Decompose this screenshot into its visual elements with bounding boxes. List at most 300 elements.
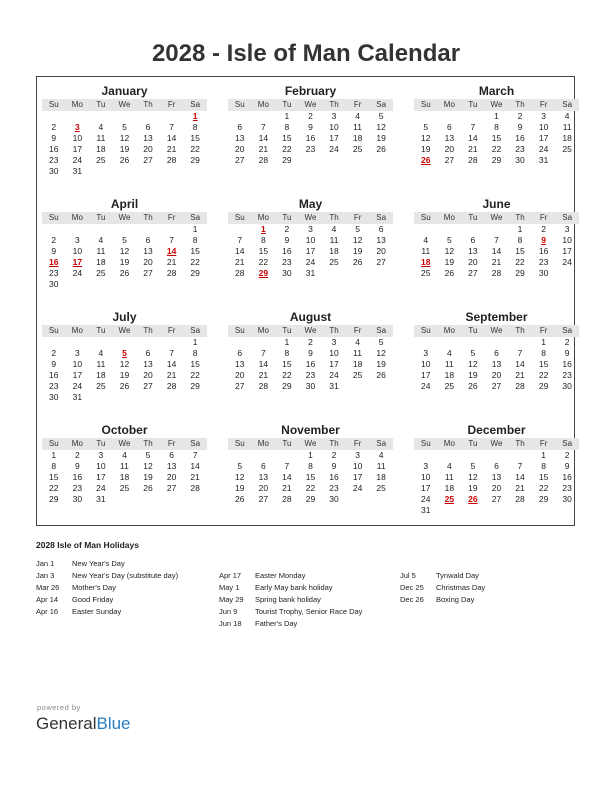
day-cell: 3 — [423, 461, 429, 471]
day-cell: 4 — [446, 461, 452, 471]
day-cell: 30 — [562, 381, 572, 391]
empty-day-cell — [183, 166, 207, 177]
empty-day-cell — [369, 381, 393, 392]
weekday-label: Th — [329, 439, 339, 448]
day-cell: 10 — [421, 359, 431, 369]
day-cell: 28 — [515, 381, 525, 391]
calendar-grid — [36, 76, 575, 526]
month-name: October — [101, 423, 148, 437]
day-cell: 11 — [96, 133, 106, 143]
weekday-label: Mo — [443, 213, 455, 222]
empty-day-cell — [461, 505, 485, 516]
day-cell: 27 — [491, 494, 502, 504]
day-cell: 7 — [284, 461, 290, 471]
day-cell: 24 — [305, 257, 316, 267]
day-cell: 29 — [491, 155, 502, 165]
day-cell: 2 — [331, 450, 337, 460]
weekday-header — [414, 438, 579, 450]
weekday-label: Fr — [353, 100, 362, 109]
day-cell: 27 — [235, 155, 245, 165]
weekday-label: Fr — [539, 100, 548, 109]
empty-day-cell — [228, 111, 252, 122]
holiday-item — [400, 594, 485, 606]
day-cell: 23 — [305, 370, 316, 380]
day-cell: 6 — [470, 235, 476, 245]
day-cell: 6 — [145, 348, 151, 358]
day-cell: 16 — [562, 359, 572, 369]
day-cell: 24 — [421, 381, 431, 391]
week-row — [42, 279, 207, 290]
day-cell: 18 — [96, 144, 106, 154]
weekday-label: Th — [515, 100, 525, 109]
day-cell: 13 — [376, 235, 386, 245]
empty-day-cell — [228, 337, 252, 348]
day-cell: 13 — [491, 359, 502, 369]
holiday-item — [219, 570, 362, 582]
week-row — [414, 268, 579, 279]
day-cell: 27 — [376, 257, 386, 267]
weekday-label: Su — [48, 439, 59, 448]
week-row — [42, 111, 207, 122]
day-cell: 12 — [119, 133, 130, 143]
week-row — [228, 461, 393, 472]
day-cell: 30 — [72, 494, 83, 504]
day-cell: 10 — [538, 122, 549, 132]
day-cell: 2 — [308, 111, 313, 121]
day-cell: 29 — [305, 494, 316, 504]
day-cell: 1 — [192, 224, 198, 234]
empty-day-cell — [136, 224, 160, 235]
holiday-name: Early May bank holiday — [255, 583, 333, 592]
weekday-label: Sa — [562, 439, 573, 448]
day-cell: 29 — [538, 381, 549, 391]
day-cell: 21 — [235, 257, 245, 267]
day-cell: 8 — [192, 235, 198, 245]
day-cell: 27 — [444, 155, 455, 165]
day-cell: 29 — [190, 381, 200, 391]
day-cell: 2 — [51, 122, 57, 132]
holiday-date: 3 — [74, 122, 80, 132]
day-cell: 15 — [491, 133, 502, 143]
day-cell: 16 — [562, 472, 572, 482]
empty-day-cell — [438, 224, 462, 235]
empty-day-cell — [322, 268, 346, 279]
day-cell: 26 — [119, 268, 130, 278]
day-cell: 1 — [541, 450, 546, 460]
empty-day-cell — [461, 111, 485, 122]
empty-day-cell — [346, 381, 370, 392]
week-row — [42, 155, 207, 166]
day-cell: 2 — [564, 450, 570, 460]
day-cell: 30 — [49, 392, 59, 402]
empty-day-cell — [508, 337, 532, 348]
day-cell: 2 — [74, 450, 80, 460]
day-cell: 31 — [72, 166, 83, 176]
weekday-label: Fr — [539, 439, 548, 448]
weekday-label: Fr — [353, 213, 362, 222]
empty-day-cell — [160, 224, 184, 235]
day-cell: 9 — [564, 348, 570, 358]
weekday-label: Mo — [257, 213, 269, 222]
weekday-label: Th — [329, 326, 339, 335]
empty-day-cell — [136, 337, 160, 348]
day-cell: 13 — [468, 246, 478, 256]
holiday-name: Easter Sunday — [72, 607, 122, 616]
month-march — [414, 83, 579, 166]
day-cell: 30 — [282, 268, 292, 278]
weekday-header — [228, 438, 393, 450]
day-cell: 3 — [423, 348, 429, 358]
holiday-date: 29 — [258, 268, 269, 278]
day-cell: 2 — [517, 111, 523, 121]
day-cell: 10 — [72, 246, 83, 256]
weekday-label: Sa — [190, 326, 201, 335]
day-cell: 21 — [166, 257, 177, 267]
day-cell: 19 — [143, 472, 153, 482]
weekday-label: Sa — [376, 326, 387, 335]
week-row — [228, 122, 393, 133]
day-cell: 13 — [235, 359, 245, 369]
day-cell: 7 — [260, 348, 266, 358]
empty-day-cell — [89, 337, 113, 348]
day-cell: 10 — [352, 461, 363, 471]
day-cell: 12 — [376, 348, 386, 358]
day-cell: 14 — [190, 461, 200, 471]
day-cell: 15 — [258, 246, 269, 256]
holiday-date: 25 — [444, 494, 455, 504]
holiday-name: New Year's Day — [72, 559, 125, 568]
empty-day-cell — [113, 494, 137, 505]
week-row — [414, 370, 579, 381]
empty-day-cell — [461, 337, 485, 348]
powered-by-text: powered by — [37, 703, 81, 712]
day-cell: 8 — [517, 235, 523, 245]
holiday-name: Easter Monday — [255, 571, 306, 580]
day-cell: 24 — [72, 155, 83, 165]
weekday-label: Tu — [282, 100, 292, 109]
day-cell: 18 — [96, 370, 106, 380]
day-cell: 9 — [51, 359, 57, 369]
day-cell: 4 — [378, 450, 384, 460]
day-cell: 29 — [515, 268, 525, 278]
day-cell: 29 — [49, 494, 59, 504]
holiday-date: 26 — [421, 155, 431, 165]
week-row — [414, 224, 579, 235]
day-cell: 30 — [305, 381, 316, 391]
day-cell: 14 — [491, 246, 502, 256]
month-september — [414, 309, 579, 392]
day-cell: 12 — [119, 359, 130, 369]
holiday-date: 1 — [260, 224, 266, 234]
day-cell: 3 — [331, 337, 337, 347]
empty-day-cell — [113, 392, 137, 403]
month-name: February — [284, 84, 337, 98]
holiday-date-label: Jun 9 — [219, 607, 238, 616]
day-cell: 12 — [468, 472, 478, 482]
day-cell: 28 — [166, 155, 177, 165]
day-cell: 15 — [282, 133, 292, 143]
empty-day-cell — [555, 155, 579, 166]
day-cell: 25 — [329, 257, 339, 267]
weekday-label: Tu — [282, 213, 292, 222]
day-cell: 2 — [564, 337, 570, 347]
weekday-header — [42, 438, 207, 450]
day-cell: 11 — [421, 246, 431, 256]
holiday-date: 14 — [166, 246, 177, 256]
day-cell: 17 — [329, 359, 339, 369]
day-cell: 20 — [444, 144, 455, 154]
holiday-date-label: Jul 5 — [400, 571, 416, 580]
week-row — [228, 111, 393, 122]
brand-logo[interactable] — [36, 714, 131, 734]
day-cell: 17 — [72, 370, 83, 380]
empty-day-cell — [136, 111, 160, 122]
week-row — [42, 246, 207, 257]
day-cell: 13 — [166, 461, 177, 471]
day-cell: 24 — [329, 370, 339, 380]
day-cell: 16 — [49, 144, 59, 154]
day-cell: 12 — [235, 472, 245, 482]
day-cell: 23 — [515, 144, 525, 154]
day-cell: 28 — [515, 494, 525, 504]
day-cell: 5 — [122, 122, 127, 132]
day-cell: 9 — [564, 461, 570, 471]
weekday-label: Sa — [376, 439, 387, 448]
day-cell: 27 — [143, 155, 153, 165]
empty-day-cell — [485, 337, 509, 348]
day-cell: 18 — [376, 472, 386, 482]
holiday-date: 18 — [421, 257, 431, 267]
day-cell: 26 — [352, 257, 363, 267]
weekday-label: Su — [420, 213, 431, 222]
day-cell: 16 — [515, 133, 525, 143]
day-cell: 15 — [49, 472, 59, 482]
holiday-column — [219, 570, 362, 630]
day-cell: 4 — [446, 348, 452, 358]
weekday-label: Th — [143, 100, 153, 109]
day-cell: 20 — [143, 144, 153, 154]
day-cell: 21 — [282, 483, 292, 493]
day-cell: 3 — [308, 224, 313, 234]
day-cell: 26 — [376, 144, 386, 154]
weekday-label: Th — [515, 439, 525, 448]
weekday-header — [414, 99, 579, 111]
day-cell: 22 — [282, 370, 292, 380]
weekday-label: Tu — [282, 326, 292, 335]
day-cell: 4 — [564, 111, 570, 121]
weekday-label: Th — [143, 439, 153, 448]
weekday-label: Fr — [167, 100, 176, 109]
empty-day-cell — [42, 111, 66, 122]
holiday-date: 1 — [192, 111, 198, 121]
month-name: September — [465, 310, 528, 324]
weekday-label: Sa — [190, 100, 201, 109]
day-cell: 17 — [72, 144, 83, 154]
day-cell: 16 — [329, 472, 339, 482]
empty-day-cell — [160, 111, 184, 122]
day-cell: 17 — [329, 133, 339, 143]
week-row — [414, 122, 579, 133]
day-cell: 19 — [352, 246, 363, 256]
weekday-label: Su — [48, 213, 59, 222]
day-cell: 8 — [260, 235, 266, 245]
weekday-label: Fr — [539, 213, 548, 222]
day-cell: 4 — [331, 224, 337, 234]
empty-day-cell — [113, 166, 137, 177]
holiday-item — [36, 582, 178, 594]
week-row — [414, 235, 579, 246]
month-november — [228, 422, 393, 505]
month-may — [228, 196, 393, 279]
week-row — [414, 381, 579, 392]
day-cell: 27 — [491, 381, 502, 391]
week-row — [414, 337, 579, 348]
weekday-label: We — [118, 100, 131, 109]
week-row — [42, 381, 207, 392]
empty-day-cell — [66, 279, 90, 290]
month-december — [414, 422, 579, 516]
day-cell: 20 — [235, 370, 245, 380]
empty-day-cell — [136, 392, 160, 403]
week-row — [42, 337, 207, 348]
holiday-date: 5 — [122, 348, 127, 358]
empty-day-cell — [183, 392, 207, 403]
day-cell: 25 — [421, 268, 431, 278]
empty-day-cell — [113, 111, 137, 122]
day-cell: 18 — [444, 483, 455, 493]
day-cell: 8 — [284, 122, 290, 132]
empty-day-cell — [485, 450, 509, 461]
holiday-item — [36, 570, 178, 582]
empty-day-cell — [42, 337, 66, 348]
day-cell: 29 — [282, 155, 292, 165]
day-cell: 22 — [491, 144, 502, 154]
day-cell: 28 — [258, 155, 269, 165]
week-row — [228, 257, 393, 268]
day-cell: 15 — [190, 133, 200, 143]
empty-day-cell — [252, 337, 276, 348]
weekday-label: Mo — [71, 439, 83, 448]
day-cell: 4 — [98, 348, 104, 358]
day-cell: 12 — [444, 246, 455, 256]
empty-day-cell — [160, 392, 184, 403]
day-cell: 5 — [470, 461, 476, 471]
day-cell: 21 — [258, 370, 269, 380]
day-cell: 13 — [258, 472, 269, 482]
day-cell: 1 — [494, 111, 499, 121]
day-cell: 8 — [284, 348, 290, 358]
empty-day-cell — [113, 337, 137, 348]
day-cell: 5 — [237, 461, 243, 471]
day-cell: 11 — [96, 246, 106, 256]
day-cell: 2 — [308, 337, 313, 347]
weekday-label: Su — [48, 100, 59, 109]
month-name: December — [467, 423, 526, 437]
holiday-name: Father's Day — [255, 619, 298, 628]
day-cell: 29 — [190, 268, 200, 278]
week-row — [414, 483, 579, 494]
day-cell: 9 — [331, 461, 337, 471]
month-name: March — [478, 84, 515, 98]
day-cell: 5 — [122, 235, 127, 245]
day-cell: 22 — [190, 144, 200, 154]
empty-day-cell — [414, 111, 438, 122]
day-cell: 17 — [352, 472, 363, 482]
holiday-name: Spring bank holiday — [255, 595, 321, 604]
day-cell: 1 — [51, 450, 57, 460]
day-cell: 21 — [515, 370, 525, 380]
day-cell: 10 — [72, 133, 83, 143]
day-cell: 7 — [517, 461, 523, 471]
week-row — [228, 483, 393, 494]
weekday-label: We — [490, 326, 503, 335]
weekday-label: Tu — [468, 439, 478, 448]
day-cell: 27 — [166, 483, 177, 493]
week-row — [42, 348, 207, 359]
day-cell: 16 — [305, 133, 316, 143]
day-cell: 6 — [260, 461, 266, 471]
empty-day-cell — [136, 279, 160, 290]
day-cell: 6 — [237, 348, 243, 358]
empty-day-cell — [89, 392, 113, 403]
day-cell: 14 — [515, 359, 525, 369]
day-cell: 21 — [166, 370, 177, 380]
holiday-name: Christmas Day — [436, 583, 486, 592]
day-cell: 11 — [120, 461, 129, 471]
week-row — [228, 359, 393, 370]
empty-day-cell — [136, 494, 160, 505]
weekday-label: We — [490, 100, 503, 109]
weekday-label: Mo — [71, 100, 83, 109]
day-cell: 8 — [541, 461, 546, 471]
day-cell: 30 — [562, 494, 572, 504]
day-cell: 24 — [72, 268, 83, 278]
day-cell: 15 — [515, 246, 525, 256]
holiday-date: 17 — [72, 257, 83, 267]
day-cell: 4 — [122, 450, 127, 460]
weekday-label: Fr — [167, 326, 176, 335]
holiday-name: New Year's Day (substitute day) — [72, 571, 179, 580]
holiday-item — [219, 594, 362, 606]
weekday-label: Tu — [96, 326, 106, 335]
brand-text-general: General — [36, 714, 97, 733]
empty-day-cell — [252, 450, 276, 461]
month-name: April — [110, 197, 139, 211]
empty-day-cell — [42, 224, 66, 235]
week-row — [42, 122, 207, 133]
day-cell: 9 — [51, 246, 57, 256]
day-cell: 5 — [355, 224, 360, 234]
day-cell: 22 — [49, 483, 59, 493]
holiday-date-label: Dec 26 — [400, 595, 424, 604]
day-cell: 17 — [538, 133, 549, 143]
weekday-label: Sa — [190, 439, 201, 448]
day-cell: 15 — [190, 246, 200, 256]
day-cell: 19 — [376, 359, 386, 369]
holiday-column — [400, 570, 485, 606]
day-cell: 17 — [421, 483, 431, 493]
day-cell: 5 — [423, 122, 429, 132]
holiday-item — [219, 582, 362, 594]
day-cell: 7 — [260, 122, 266, 132]
week-row — [228, 268, 393, 279]
day-cell: 22 — [538, 370, 549, 380]
day-cell: 3 — [541, 111, 546, 121]
week-row — [42, 166, 207, 177]
weekday-label: We — [490, 439, 503, 448]
holiday-date: 9 — [541, 235, 546, 245]
day-cell: 9 — [517, 122, 523, 132]
